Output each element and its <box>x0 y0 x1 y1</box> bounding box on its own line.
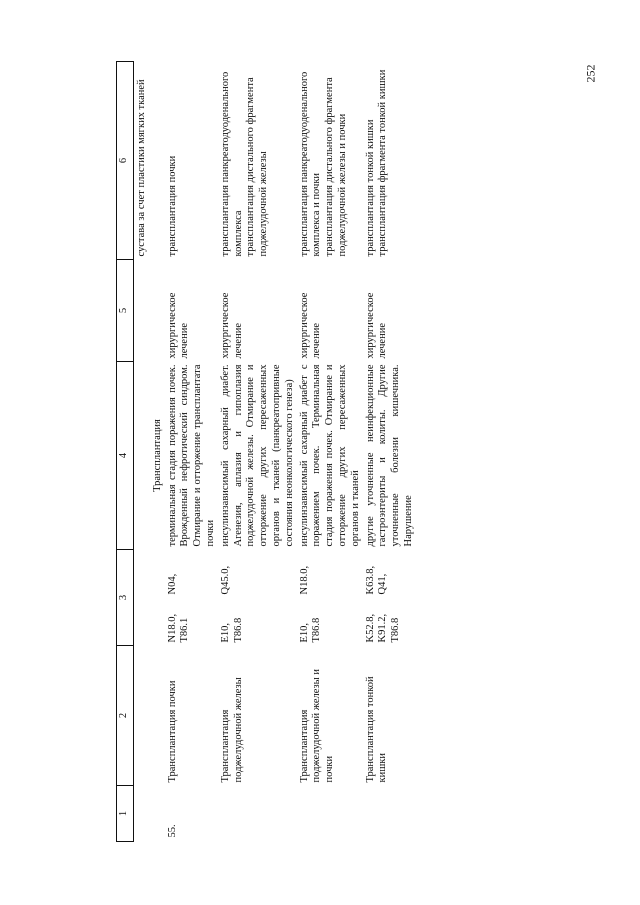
row-number: 55. <box>166 824 178 838</box>
icd-codes-extra: Q45.0, <box>219 565 231 595</box>
procedure-name: Трансплантация тонкой кишки <box>364 676 389 783</box>
header-col-3: 3 <box>117 550 134 646</box>
procedure-name: Трансплантация почки <box>166 680 178 783</box>
condition-description: терминальная стадия поражения почек. Врожденный нефротический синдром. Отмирание и отторжение трансплантата почки <box>166 364 216 547</box>
condition-description: инсулинзависимый сахарный диабет. Агенезия, аплазия и гипоплазия поджелудочной железы. Отмирание и отторжение других пересаженных органов и тканей (панкреатопривные состояния неонкологического генеза) <box>219 364 295 547</box>
header-col-2: 2 <box>117 646 134 786</box>
condition-description: другие уточненные неинфекционные гастроэнтериты и колиты. Другие уточненные болезни кишечника. Нарушение <box>364 364 414 547</box>
icd-codes: K52.8, K91.2, T86.8 <box>364 613 402 643</box>
treatment-type: хирургическое лечение <box>364 292 389 359</box>
row-number <box>364 786 417 842</box>
treatment-method: трансплантация панкреатодуоденального комплекса трансплантация дистального фрагмента поджелудочной железы <box>219 71 270 257</box>
treatment-type: хирургическое лечение <box>219 292 244 359</box>
treatment-method: трансплантация тонкой кишки трансплантация фрагмента тонкой кишки <box>364 69 389 257</box>
table-row <box>298 62 364 842</box>
treatment-method: трансплантация почки <box>166 155 178 257</box>
table-row <box>364 62 417 842</box>
medical-procedures-table <box>116 61 417 842</box>
table-row <box>166 62 219 842</box>
header-col-6: 6 <box>117 62 134 260</box>
procedure-name: Трансплантация поджелудочной железы <box>219 677 244 783</box>
header-col-1: 1 <box>117 786 134 842</box>
icd-codes-extra: N18.0, <box>298 565 310 595</box>
icd-codes: N18.0, T86.1 <box>166 613 191 643</box>
icd-codes: E10, T86.8 <box>219 617 244 643</box>
header-col-5: 5 <box>117 260 134 362</box>
continuation-row <box>134 62 150 842</box>
rotated-table-wrapper <box>116 62 536 842</box>
page-number: 252 <box>583 64 598 83</box>
header-row <box>117 62 134 842</box>
procedure-name: Трансплантация поджелудочной железы и почки <box>298 669 336 783</box>
icd-codes: E10, T86.8 <box>298 617 323 643</box>
treatment-type: хирургическое лечение <box>166 292 191 359</box>
continuation-text: сустава за счет пластики мягких тканей <box>136 79 147 257</box>
header-col-4: 4 <box>117 362 134 550</box>
icd-codes-extra: N04, <box>166 573 178 595</box>
icd-codes-extra: K63.8, Q41, <box>364 565 389 595</box>
group-header: Трансплантация <box>151 419 163 492</box>
treatment-type: хирургическое лечение <box>298 292 323 359</box>
table-row <box>219 62 298 842</box>
treatment-method: трансплантация панкреатодуоденального комплекса и почки трансплантация дистального фрагмента поджелудочной железы и почки <box>298 71 348 257</box>
condition-description: инсулинзависимый сахарный диабет с поражением почек. Терминальная стадия поражения почек. Отмирание и отторжение других пересаженных органов и тканей <box>298 364 361 547</box>
row-number <box>298 786 364 842</box>
row-number <box>219 786 298 842</box>
group-header-row <box>150 62 166 842</box>
